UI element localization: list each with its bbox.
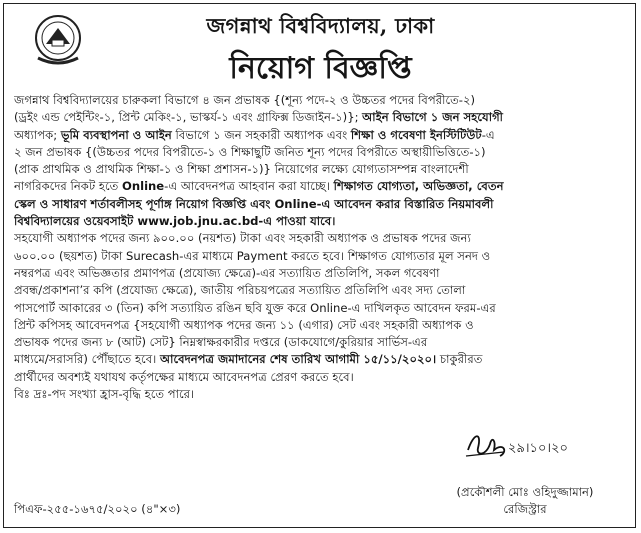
text-line <box>14 109 626 126</box>
text-segment: শিক্ষাগত যোগ্যতা, অভিজ্ঞতা, বেতন <box>333 179 504 194</box>
text-segment: প্রবন্ধ/প্রকাশনা’র কপি (প্রযোজ্য ক্ষেত্রে), জাতীয় পরিচয়পত্রের সত্যায়িত প্রতিলিপি এবং সদ্য তোলা <box>14 283 466 298</box>
text-line <box>14 161 626 178</box>
text-segment: -এ <box>481 127 495 142</box>
signature-date: ২৯।১০।২০ <box>508 441 568 456</box>
text-segment: সহযোগী অধ্যাপক পদের জন্য ৯০০.০০ (নয়শত) টাকা এবং সহকারী অধ্যাপক ও প্রভাষক পদের জন্য <box>14 231 471 246</box>
text-segment: অধ্যাপক; <box>14 127 61 142</box>
text-line <box>14 213 626 230</box>
officer-name: (প্রকৌশলী মোঃ ওহিদুজ্জামান) <box>456 485 594 499</box>
notice-paragraph-2 <box>14 230 626 403</box>
notice-title: নিয়োগ বিজ্ঞপ্তি <box>229 51 412 86</box>
text-line <box>14 230 626 247</box>
signature <box>464 426 584 466</box>
text-segment: ৬০০.০০ (ছয়শত) টাকা Surecash-এর মাধ্যমে Payment করতে হবে। শিক্ষাগত যোগ্যতার মূল সনদ ও <box>14 248 491 263</box>
text-segment: স্কেল ও সাধারণ শর্তাবলীসহ পূর্ণাঙ্গ নিয়োগ বিজ্ঞপ্তি এবং Online-এ আবেদন করার বিস্তারিত নিয়মাবলী <box>14 196 494 211</box>
text-segment: শিক্ষা ও গবেষণা ইনস্টিটিউট <box>350 127 482 142</box>
text-segment: আবেদনপত্র জমাদানের শেষ তারিখ আগামী ১৫/১১/২০২০। <box>159 352 437 367</box>
text-line <box>14 144 626 161</box>
text-line <box>14 196 626 213</box>
text-segment: চাকুরীরত <box>436 352 483 367</box>
text-segment: ভূমি ব্যবস্থাপনা ও আইন <box>60 127 172 142</box>
text-line <box>14 334 626 351</box>
officer-title: রেজিস্ট্রার <box>503 502 547 516</box>
reference-number: পিএফ-২৫৫-১৬৭৫/২০২০ (৪"×৩) <box>14 502 181 516</box>
text-line <box>14 351 626 368</box>
text-segment: জগন্নাথ বিশ্ববিদ্যালয়ের চারুকলা বিভাগে ৪ জন প্রভাষক {(শূন্য পদে-২ ও উচ্চতর পদের বিপরীতে-২) <box>14 93 476 107</box>
text-segment: পাসপোর্ট আকারের ৩ (তিন) কপি সত্যায়িত রঙিন ছবি যুক্ত করে Online-এ দাখিলকৃত আবেদন ফরম-এর <box>14 300 496 315</box>
text-segment: বিশ্ববিদ্যালয়ের ওয়েবসাইট www.job.jnu.ac.bd-এ পাওয়া যাবে। <box>14 214 336 229</box>
text-line <box>14 178 626 195</box>
text-line <box>14 317 626 334</box>
officer-block <box>425 484 625 518</box>
text-segment: প্রার্থীদের অবশ্যই যথাযথ কর্তৃপক্ষের মাধ্যমে আবেদনপত্র প্রেরণ করতে হবে। <box>14 369 354 384</box>
text-segment: প্রভাষক পদের জন্য ৮ (আট) সেট} নিম্নস্বাক্ষরকারীর দপ্তরে (ডাকযোগে/কুরিয়ার সার্ভিস-এর <box>14 335 428 350</box>
text-segment: বিভাগে ১ জন সহকারী অধ্যাপক এবং <box>171 127 351 142</box>
text-segment: নম্বরপত্র এবং অভিজ্ঞতার প্রমাণপত্র (প্রযোজ্য ক্ষেত্রে)-এর সত্যায়িত প্রতিলিপি, সকল গবেষণা <box>14 265 440 280</box>
text-line <box>14 300 626 317</box>
text-segment: (ড্রইং এন্ড পেইন্টিং-১, প্রিন্ট মেকিং-১, ভাস্কর্য-১ এবং গ্রাফিক্স ডিজাইন-১)}; <box>14 110 363 125</box>
text-segment: বিঃ দ্রঃ-পদ সংখ্যা হ্রাস-বৃদ্ধি হতে পারে। <box>14 387 195 402</box>
text-segment: -এ আবেদনপত্র আহবান করা যাচ্ছে। <box>164 179 334 194</box>
text-line <box>14 369 626 386</box>
text-line <box>14 127 626 144</box>
university-name: জগন্নাথ বিশ্ববিদ্যালয়, ঢাকা <box>206 13 435 38</box>
text-segment: (প্রাক প্রাথমিক ও প্রাথমিক শিক্ষা-১ ও শিক্ষা প্রশাসন-১)} নিয়োগের লক্ষ্যে যোগ্যতাসম্পন্ন বাংলাদেশী <box>14 162 469 177</box>
text-line <box>14 92 626 109</box>
text-line <box>14 282 626 299</box>
text-line <box>14 265 626 282</box>
text-segment: Online <box>121 179 165 194</box>
notice-paragraph-1 <box>14 92 626 230</box>
text-segment: প্রিন্ট কপিসহ আবেদনপত্র {সহযোগী অধ্যাপক পদের জন্য ১১ (এগার) সেট এবং সহকারী অধ্যাপক ও <box>14 317 474 332</box>
text-segment: আইন বিভাগে ১ জন সহযোগী <box>362 110 503 125</box>
text-segment: মাধ্যমে/সরাসরি) পৌঁছাতে হবে। <box>14 352 160 367</box>
notice-body <box>14 92 626 403</box>
text-line <box>14 386 626 403</box>
text-segment: নাগরিকদের নিকট হতে <box>14 179 122 194</box>
text-segment: ২ জন প্রভাষক {(উচ্চতর পদের বিপরীতে-১ ও শিক্ষাছুটি জনিত শূন্য পদের বিপরীতে অস্থায়ীভিত্তিতে-১) <box>14 144 486 159</box>
text-line <box>14 248 626 265</box>
